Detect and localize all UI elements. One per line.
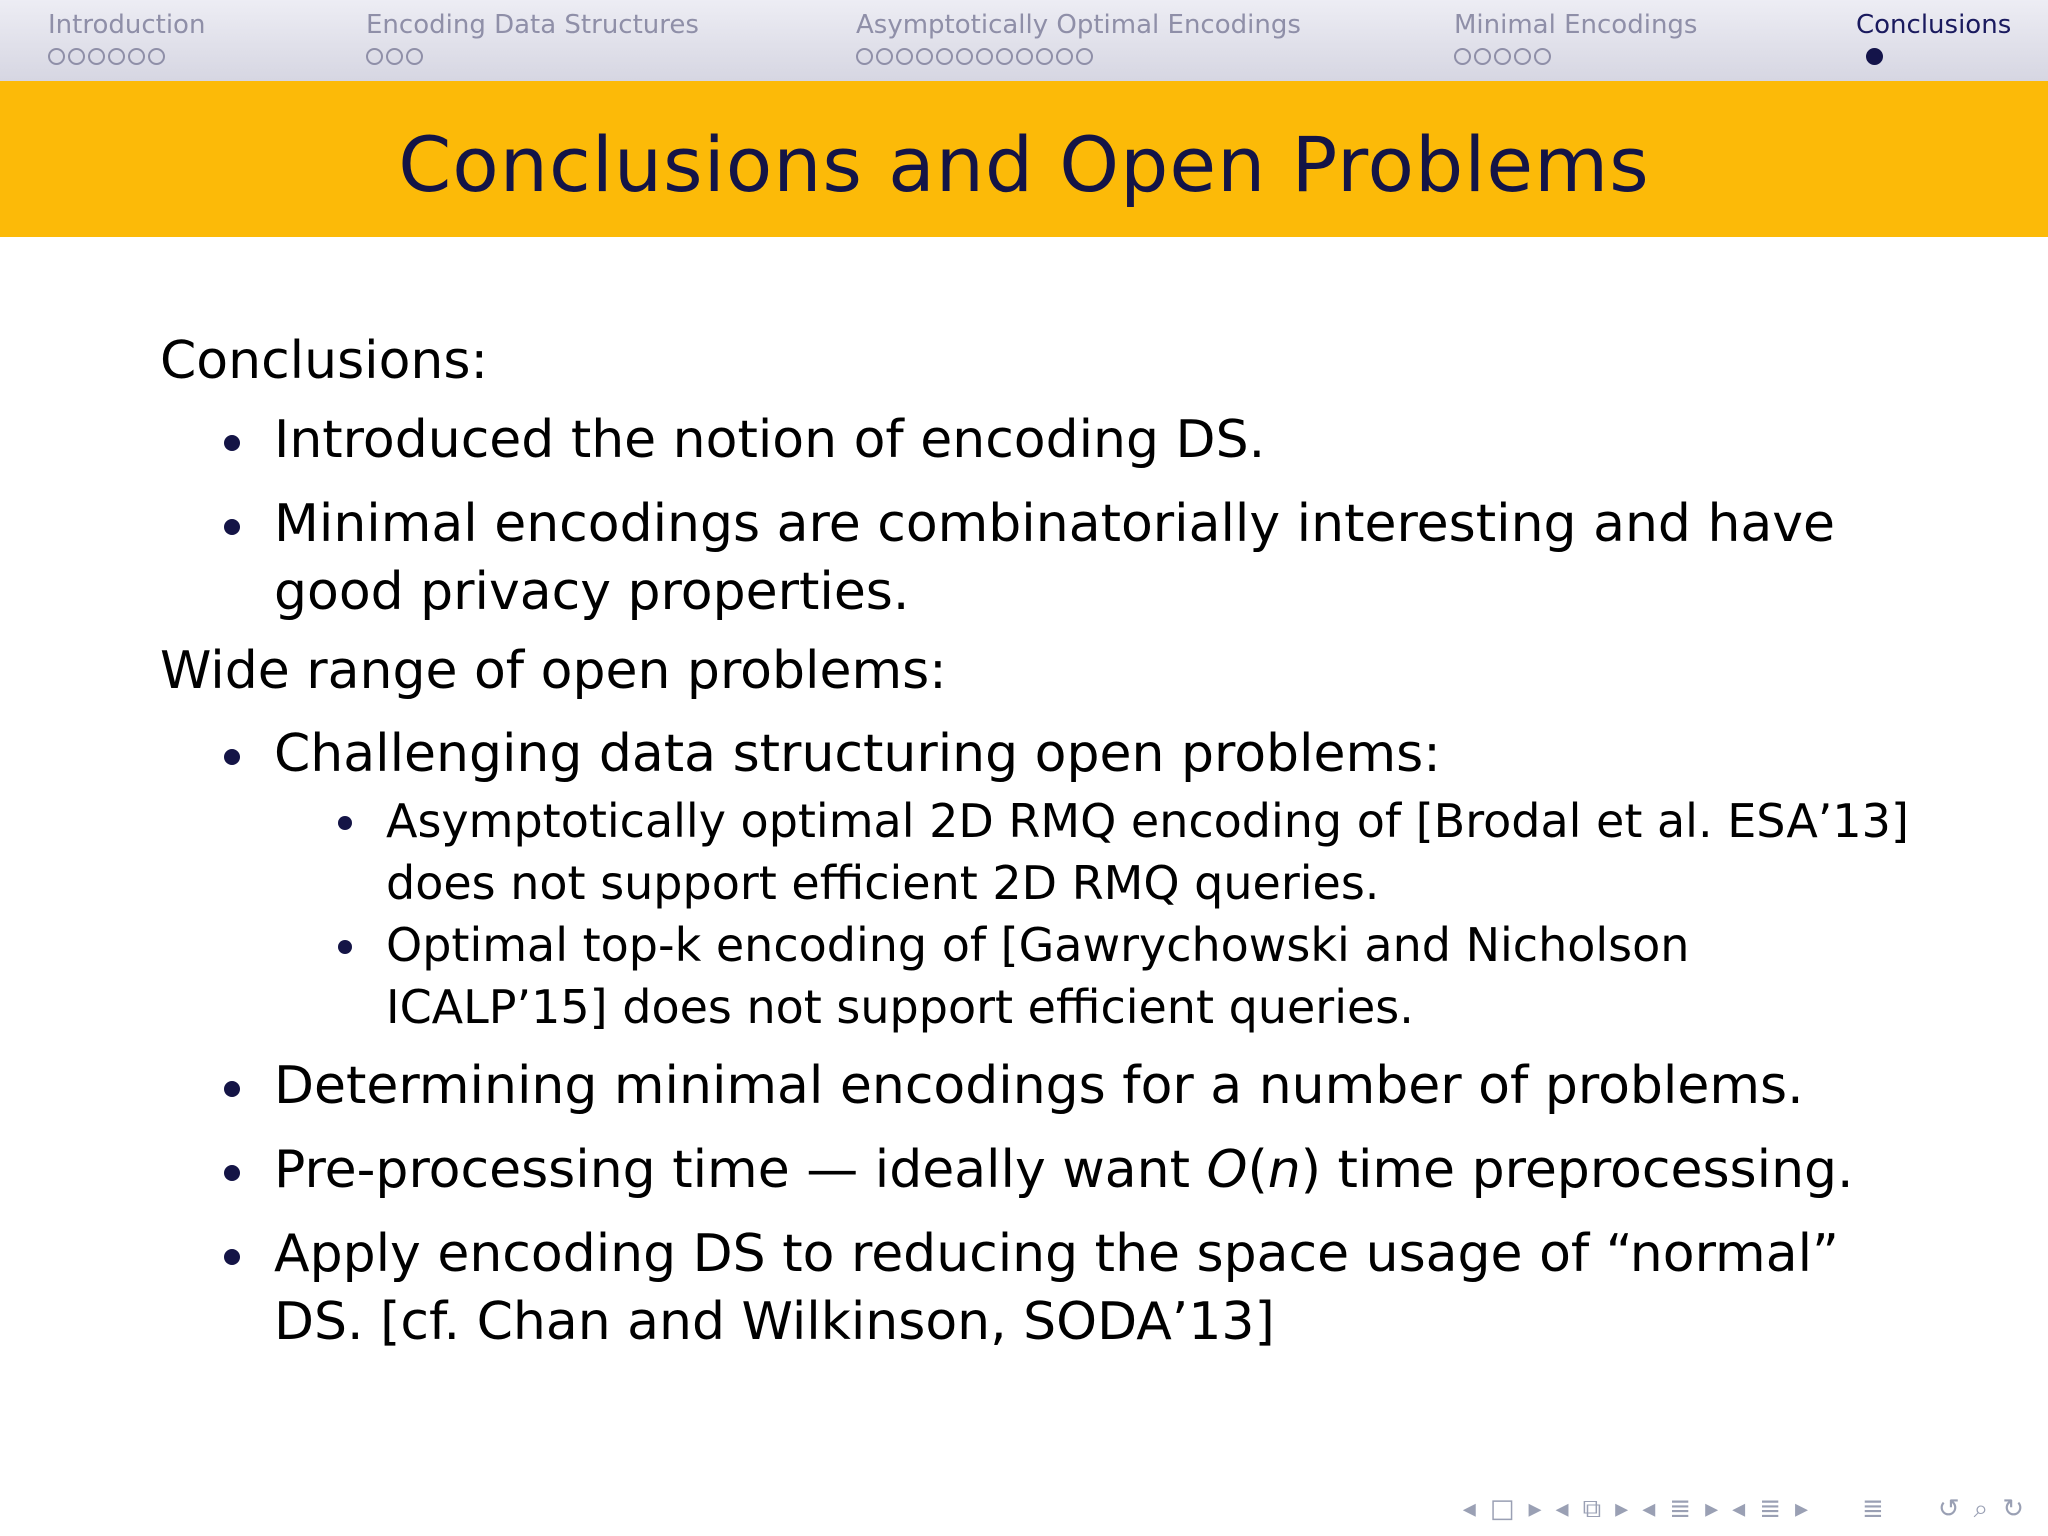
nav-section-minimal-encodings[interactable] — [1454, 10, 1697, 65]
table-of-contents-icon[interactable]: ≣ — [1862, 1494, 1884, 1524]
nav-frame-dot[interactable] — [856, 48, 873, 65]
frame-next-arrow-icon[interactable]: ▸ — [1528, 1494, 1542, 1524]
nav-section-label: Asymptotically Optimal Encodings — [856, 10, 1301, 40]
open-problems-list — [160, 720, 1920, 1356]
nav-frame-dot[interactable] — [1494, 48, 1511, 65]
list-item — [160, 720, 1920, 1038]
nav-frame-dot[interactable] — [48, 48, 65, 65]
nav-frame-dot[interactable] — [108, 48, 125, 65]
math-n: n — [1267, 1140, 1301, 1200]
sub-list-item — [160, 790, 1920, 914]
nav-frame-dot[interactable] — [896, 48, 913, 65]
section-next-arrow-icon[interactable]: ▸ — [1705, 1494, 1719, 1524]
nav-frame-dots — [366, 48, 699, 65]
nav-frame-dots — [856, 48, 1301, 65]
frame-prev-arrow-icon[interactable]: ◂ — [1462, 1494, 1476, 1524]
nav-frame-dot[interactable] — [916, 48, 933, 65]
nav-frame-dot[interactable] — [386, 48, 403, 65]
nav-section-introduction[interactable] — [48, 10, 205, 65]
sub-list-item-text: Asymptotically optimal 2D RMQ encoding of [Brodal et al. ESA’13] does not support efficient 2D RMQ queries. — [386, 794, 1909, 910]
nav-section-conclusions[interactable] — [1856, 10, 2011, 65]
frame-title: Conclusions and Open Problems — [398, 119, 1650, 209]
nav-section-encoding-data-structures[interactable] — [366, 10, 699, 65]
nav-frame-dot[interactable] — [956, 48, 973, 65]
nav-frame-dot[interactable] — [148, 48, 165, 65]
nav-frame-dot[interactable] — [88, 48, 105, 65]
nav-section-label: Minimal Encodings — [1454, 10, 1698, 40]
list-item: Apply encoding DS to reducing the space usage of “normal” DS. [cf. Chan and Wilkinson, SODA’13] — [160, 1220, 1920, 1356]
nav-frame-dot[interactable] — [1474, 48, 1491, 65]
nav-frame-dot[interactable] — [366, 48, 383, 65]
subsection-next-arrow-icon[interactable]: ▸ — [1615, 1494, 1629, 1524]
conclusions-list — [160, 406, 1920, 626]
nav-frame-dot[interactable] — [1514, 48, 1531, 65]
nav-frame-dots — [1856, 48, 2011, 65]
nav-frame-dot[interactable] — [1036, 48, 1053, 65]
nav-section-label: Introduction — [48, 10, 206, 40]
section-icon[interactable]: ≣ — [1669, 1494, 1692, 1524]
nav-frame-dot[interactable] — [1076, 48, 1093, 65]
list-item-text: time preprocessing. — [1321, 1140, 1854, 1200]
nav-frame-dot[interactable] — [996, 48, 1013, 65]
back-icon[interactable]: ↺ — [1937, 1494, 1960, 1524]
open-problems-heading: Wide range of open problems: — [160, 641, 947, 701]
section-navigation-bar — [0, 0, 2048, 81]
frame-icon[interactable]: □ — [1489, 1494, 1515, 1524]
nav-frame-dot[interactable] — [976, 48, 993, 65]
subsection-frames-icon[interactable]: ⧉ — [1582, 1494, 1602, 1524]
slide-content — [160, 330, 1920, 1356]
part-next-arrow-icon[interactable]: ▸ — [1794, 1494, 1809, 1524]
nav-frame-dots — [1454, 48, 1697, 65]
list-item: Minimal encodings are combinatorially interesting and have good privacy properties. — [160, 490, 1920, 626]
list-item-text: Challenging data structuring open problems: — [274, 724, 1441, 784]
nav-section-label: Conclusions — [1856, 10, 2012, 40]
math-big-o: O — [1206, 1140, 1248, 1200]
nav-frame-dot[interactable] — [128, 48, 145, 65]
open-problems-sublist — [274, 790, 1920, 1038]
nav-frame-dot[interactable] — [1866, 48, 1883, 65]
nav-frame-dots — [48, 48, 205, 65]
nav-frame-dot[interactable] — [876, 48, 893, 65]
nav-frame-dot[interactable] — [406, 48, 423, 65]
list-item: Introduced the notion of encoding DS. — [160, 406, 1920, 474]
forward-icon[interactable]: ↻ — [2002, 1494, 2024, 1524]
list-item: Determining minimal encodings for a number of problems. — [160, 1052, 1920, 1120]
nav-frame-dot[interactable] — [1016, 48, 1033, 65]
list-item-text: Pre-processing time — ideally want — [274, 1140, 1207, 1200]
nav-section-label: Encoding Data Structures — [366, 10, 699, 40]
sub-list-item-text: Optimal top-k encoding of [Gawrychowski and Nicholson ICALP’15] does not support efficient queries. — [386, 918, 1690, 1034]
sub-list-item — [160, 914, 1920, 1038]
search-icon[interactable]: ⌕ — [1973, 1494, 1989, 1524]
nav-frame-dot[interactable] — [68, 48, 85, 65]
nav-frame-dot[interactable] — [1534, 48, 1551, 65]
part-prev-arrow-icon[interactable]: ◂ — [1732, 1494, 1746, 1524]
subsection-prev-arrow-icon[interactable]: ◂ — [1555, 1494, 1569, 1524]
nav-frame-dot[interactable] — [936, 48, 953, 65]
nav-section-asymptotically-optimal-encodings[interactable] — [856, 10, 1301, 65]
section-prev-arrow-icon[interactable]: ◂ — [1642, 1494, 1656, 1524]
list-item — [160, 1136, 1920, 1204]
nav-frame-dot[interactable] — [1056, 48, 1073, 65]
frame-title-band — [0, 81, 2048, 237]
part-icon[interactable]: ≣ — [1759, 1494, 1781, 1524]
nav-frame-dot[interactable] — [1454, 48, 1471, 65]
math-paren: ) — [1300, 1140, 1322, 1200]
math-paren: ( — [1247, 1140, 1268, 1200]
beamer-navigation-symbols — [1463, 1494, 2024, 1524]
conclusions-heading: Conclusions: — [160, 331, 488, 391]
